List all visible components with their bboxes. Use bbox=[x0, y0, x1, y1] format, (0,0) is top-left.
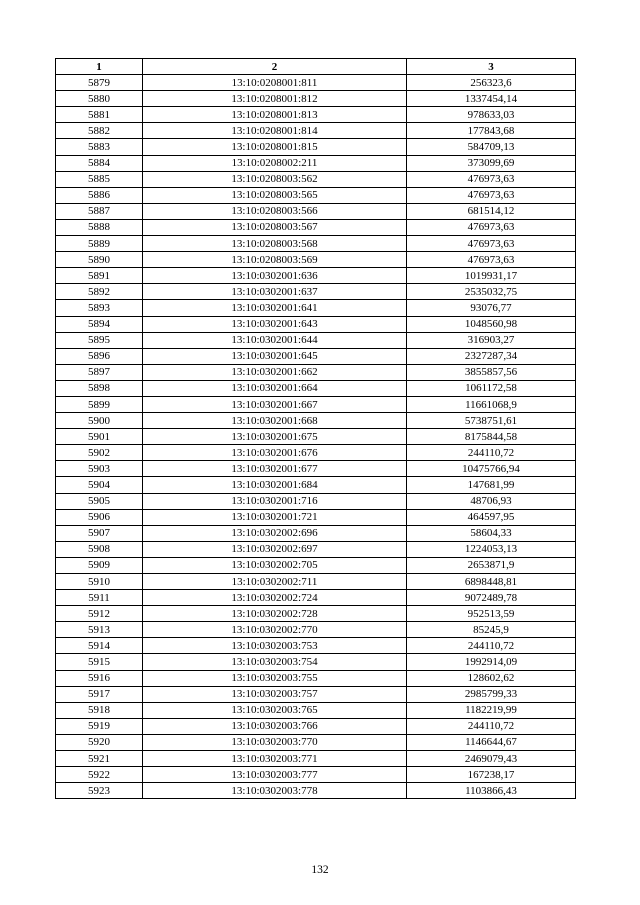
cadastral-number-cell: 13:10:0302003:778 bbox=[143, 783, 407, 799]
row-number-cell: 5884 bbox=[56, 155, 143, 171]
value-cell: 177843,68 bbox=[407, 123, 576, 139]
table-row bbox=[56, 461, 576, 477]
value-cell: 1103866,43 bbox=[407, 783, 576, 799]
cadastral-number-cell: 13:10:0302001:675 bbox=[143, 429, 407, 445]
row-number-cell: 5896 bbox=[56, 348, 143, 364]
table-row bbox=[56, 702, 576, 718]
cadastral-number-cell: 13:10:0302002:697 bbox=[143, 541, 407, 557]
value-cell: 373099,69 bbox=[407, 155, 576, 171]
table-row bbox=[56, 123, 576, 139]
cadastral-number-cell: 13:10:0302003:770 bbox=[143, 734, 407, 750]
row-number-cell: 5909 bbox=[56, 557, 143, 573]
row-number-cell: 5907 bbox=[56, 525, 143, 541]
cadastral-number-cell: 13:10:0302001:645 bbox=[143, 348, 407, 364]
value-cell: 244110,72 bbox=[407, 718, 576, 734]
cadastral-number-cell: 13:10:0208003:565 bbox=[143, 187, 407, 203]
value-cell: 316903,27 bbox=[407, 332, 576, 348]
value-cell: 256323,6 bbox=[407, 75, 576, 91]
cadastral-number-cell: 13:10:0302001:664 bbox=[143, 380, 407, 396]
cadastral-number-cell: 13:10:0208003:567 bbox=[143, 219, 407, 235]
table-row bbox=[56, 91, 576, 107]
table-row bbox=[56, 203, 576, 219]
value-cell: 1992914,09 bbox=[407, 654, 576, 670]
row-number-cell: 5894 bbox=[56, 316, 143, 332]
value-cell: 244110,72 bbox=[407, 638, 576, 654]
row-number-cell: 5893 bbox=[56, 300, 143, 316]
row-number-cell: 5920 bbox=[56, 734, 143, 750]
value-cell: 2327287,34 bbox=[407, 348, 576, 364]
cadastral-number-cell: 13:10:0208002:211 bbox=[143, 155, 407, 171]
table-row bbox=[56, 171, 576, 187]
table-row bbox=[56, 332, 576, 348]
cadastral-number-cell: 13:10:0208003:566 bbox=[143, 203, 407, 219]
row-number-cell: 5913 bbox=[56, 622, 143, 638]
value-cell: 58604,33 bbox=[407, 525, 576, 541]
row-number-cell: 5910 bbox=[56, 574, 143, 590]
column-header-3: 3 bbox=[407, 59, 576, 75]
row-number-cell: 5882 bbox=[56, 123, 143, 139]
row-number-cell: 5908 bbox=[56, 541, 143, 557]
table-row bbox=[56, 783, 576, 799]
table-row bbox=[56, 767, 576, 783]
value-cell: 476973,63 bbox=[407, 171, 576, 187]
value-cell: 85245,9 bbox=[407, 622, 576, 638]
row-number-cell: 5919 bbox=[56, 718, 143, 734]
table-body bbox=[56, 75, 576, 799]
value-cell: 147681,99 bbox=[407, 477, 576, 493]
table-row bbox=[56, 493, 576, 509]
row-number-cell: 5923 bbox=[56, 783, 143, 799]
cadastral-number-cell: 13:10:0302001:668 bbox=[143, 413, 407, 429]
cadastral-number-cell: 13:10:0302003:765 bbox=[143, 702, 407, 718]
cadastral-number-cell: 13:10:0302001:684 bbox=[143, 477, 407, 493]
value-cell: 1182219,99 bbox=[407, 702, 576, 718]
table-row bbox=[56, 590, 576, 606]
value-cell: 167238,17 bbox=[407, 767, 576, 783]
row-number-cell: 5883 bbox=[56, 139, 143, 155]
table-row bbox=[56, 622, 576, 638]
cadastral-number-cell: 13:10:0302001:643 bbox=[143, 316, 407, 332]
table-row bbox=[56, 348, 576, 364]
value-cell: 476973,63 bbox=[407, 187, 576, 203]
table-row bbox=[56, 557, 576, 573]
value-cell: 93076,77 bbox=[407, 300, 576, 316]
cadastral-number-cell: 13:10:0302003:766 bbox=[143, 718, 407, 734]
cadastral-number-cell: 13:10:0208001:815 bbox=[143, 139, 407, 155]
page-number: 132 bbox=[311, 864, 329, 876]
value-cell: 1337454,14 bbox=[407, 91, 576, 107]
cadastral-number-cell: 13:10:0302002:770 bbox=[143, 622, 407, 638]
value-cell: 1019931,17 bbox=[407, 268, 576, 284]
value-cell: 48706,93 bbox=[407, 493, 576, 509]
cadastral-value-table bbox=[55, 58, 576, 799]
row-number-cell: 5911 bbox=[56, 590, 143, 606]
table-row bbox=[56, 155, 576, 171]
table-row bbox=[56, 219, 576, 235]
cadastral-number-cell: 13:10:0302001:644 bbox=[143, 332, 407, 348]
table-row bbox=[56, 606, 576, 622]
value-cell: 244110,72 bbox=[407, 445, 576, 461]
table-row bbox=[56, 268, 576, 284]
cadastral-number-cell: 13:10:0302003:757 bbox=[143, 686, 407, 702]
table-row bbox=[56, 252, 576, 268]
value-cell: 9072489,78 bbox=[407, 590, 576, 606]
table-row bbox=[56, 751, 576, 767]
table-row bbox=[56, 670, 576, 686]
cadastral-number-cell: 13:10:0302001:721 bbox=[143, 509, 407, 525]
table-row bbox=[56, 574, 576, 590]
row-number-cell: 5880 bbox=[56, 91, 143, 107]
cadastral-number-cell: 13:10:0302003:755 bbox=[143, 670, 407, 686]
row-number-cell: 5879 bbox=[56, 75, 143, 91]
cadastral-number-cell: 13:10:0302003:771 bbox=[143, 751, 407, 767]
row-number-cell: 5890 bbox=[56, 252, 143, 268]
column-header-2: 2 bbox=[143, 59, 407, 75]
cadastral-number-cell: 13:10:0208003:568 bbox=[143, 236, 407, 252]
cadastral-number-cell: 13:10:0208001:812 bbox=[143, 91, 407, 107]
table-row bbox=[56, 734, 576, 750]
table-row bbox=[56, 638, 576, 654]
value-cell: 978633,03 bbox=[407, 107, 576, 123]
row-number-cell: 5905 bbox=[56, 493, 143, 509]
value-cell: 2653871,9 bbox=[407, 557, 576, 573]
value-cell: 476973,63 bbox=[407, 219, 576, 235]
table-row bbox=[56, 300, 576, 316]
row-number-cell: 5903 bbox=[56, 461, 143, 477]
table-row bbox=[56, 75, 576, 91]
cadastral-number-cell: 13:10:0302002:705 bbox=[143, 557, 407, 573]
row-number-cell: 5906 bbox=[56, 509, 143, 525]
value-cell: 10475766,94 bbox=[407, 461, 576, 477]
row-number-cell: 5900 bbox=[56, 413, 143, 429]
table-row bbox=[56, 316, 576, 332]
row-number-cell: 5888 bbox=[56, 219, 143, 235]
value-cell: 128602,62 bbox=[407, 670, 576, 686]
row-number-cell: 5914 bbox=[56, 638, 143, 654]
row-number-cell: 5901 bbox=[56, 429, 143, 445]
cadastral-number-cell: 13:10:0302001:662 bbox=[143, 364, 407, 380]
table-row bbox=[56, 509, 576, 525]
table-row bbox=[56, 654, 576, 670]
table-row bbox=[56, 187, 576, 203]
table-row bbox=[56, 284, 576, 300]
cadastral-number-cell: 13:10:0302001:636 bbox=[143, 268, 407, 284]
row-number-cell: 5902 bbox=[56, 445, 143, 461]
value-cell: 3855857,56 bbox=[407, 364, 576, 380]
table-row bbox=[56, 477, 576, 493]
row-number-cell: 5917 bbox=[56, 686, 143, 702]
table-row bbox=[56, 718, 576, 734]
table-row bbox=[56, 525, 576, 541]
value-cell: 6898448,81 bbox=[407, 574, 576, 590]
cadastral-number-cell: 13:10:0208003:569 bbox=[143, 252, 407, 268]
cadastral-number-cell: 13:10:0302001:637 bbox=[143, 284, 407, 300]
row-number-cell: 5916 bbox=[56, 670, 143, 686]
table-row bbox=[56, 413, 576, 429]
row-number-cell: 5881 bbox=[56, 107, 143, 123]
cadastral-number-cell: 13:10:0302003:777 bbox=[143, 767, 407, 783]
table-row bbox=[56, 396, 576, 412]
value-cell: 5738751,61 bbox=[407, 413, 576, 429]
cadastral-number-cell: 13:10:0302001:641 bbox=[143, 300, 407, 316]
table-row bbox=[56, 541, 576, 557]
value-cell: 952513,59 bbox=[407, 606, 576, 622]
row-number-cell: 5889 bbox=[56, 236, 143, 252]
value-cell: 681514,12 bbox=[407, 203, 576, 219]
value-cell: 11661068,9 bbox=[407, 396, 576, 412]
row-number-cell: 5921 bbox=[56, 751, 143, 767]
value-cell: 464597,95 bbox=[407, 509, 576, 525]
row-number-cell: 5885 bbox=[56, 171, 143, 187]
row-number-cell: 5922 bbox=[56, 767, 143, 783]
row-number-cell: 5912 bbox=[56, 606, 143, 622]
row-number-cell: 5897 bbox=[56, 364, 143, 380]
value-cell: 1146644,67 bbox=[407, 734, 576, 750]
row-number-cell: 5886 bbox=[56, 187, 143, 203]
value-cell: 1224053,13 bbox=[407, 541, 576, 557]
value-cell: 2985799,33 bbox=[407, 686, 576, 702]
value-cell: 476973,63 bbox=[407, 252, 576, 268]
cadastral-number-cell: 13:10:0302001:676 bbox=[143, 445, 407, 461]
value-cell: 1048560,98 bbox=[407, 316, 576, 332]
row-number-cell: 5918 bbox=[56, 702, 143, 718]
row-number-cell: 5887 bbox=[56, 203, 143, 219]
table-row bbox=[56, 429, 576, 445]
value-cell: 2469079,43 bbox=[407, 751, 576, 767]
table-row bbox=[56, 380, 576, 396]
row-number-cell: 5904 bbox=[56, 477, 143, 493]
cadastral-number-cell: 13:10:0302001:677 bbox=[143, 461, 407, 477]
row-number-cell: 5899 bbox=[56, 396, 143, 412]
cadastral-number-cell: 13:10:0302001:667 bbox=[143, 396, 407, 412]
cadastral-number-cell: 13:10:0302002:711 bbox=[143, 574, 407, 590]
row-number-cell: 5915 bbox=[56, 654, 143, 670]
cadastral-number-cell: 13:10:0302003:753 bbox=[143, 638, 407, 654]
value-cell: 1061172,58 bbox=[407, 380, 576, 396]
cadastral-number-cell: 13:10:0302002:724 bbox=[143, 590, 407, 606]
value-cell: 476973,63 bbox=[407, 236, 576, 252]
row-number-cell: 5895 bbox=[56, 332, 143, 348]
row-number-cell: 5891 bbox=[56, 268, 143, 284]
value-cell: 8175844,58 bbox=[407, 429, 576, 445]
cadastral-number-cell: 13:10:0302002:696 bbox=[143, 525, 407, 541]
table-row bbox=[56, 686, 576, 702]
table-row bbox=[56, 236, 576, 252]
table-row bbox=[56, 364, 576, 380]
cadastral-number-cell: 13:10:0208001:814 bbox=[143, 123, 407, 139]
cadastral-number-cell: 13:10:0208001:813 bbox=[143, 107, 407, 123]
table-header-row bbox=[56, 59, 576, 75]
column-header-1: 1 bbox=[56, 59, 143, 75]
cadastral-number-cell: 13:10:0208003:562 bbox=[143, 171, 407, 187]
cadastral-number-cell: 13:10:0302001:716 bbox=[143, 493, 407, 509]
table-row bbox=[56, 107, 576, 123]
value-cell: 2535032,75 bbox=[407, 284, 576, 300]
table-row bbox=[56, 445, 576, 461]
row-number-cell: 5892 bbox=[56, 284, 143, 300]
value-cell: 584709,13 bbox=[407, 139, 576, 155]
table-row bbox=[56, 139, 576, 155]
cadastral-number-cell: 13:10:0208001:811 bbox=[143, 75, 407, 91]
row-number-cell: 5898 bbox=[56, 380, 143, 396]
cadastral-number-cell: 13:10:0302002:728 bbox=[143, 606, 407, 622]
cadastral-number-cell: 13:10:0302003:754 bbox=[143, 654, 407, 670]
